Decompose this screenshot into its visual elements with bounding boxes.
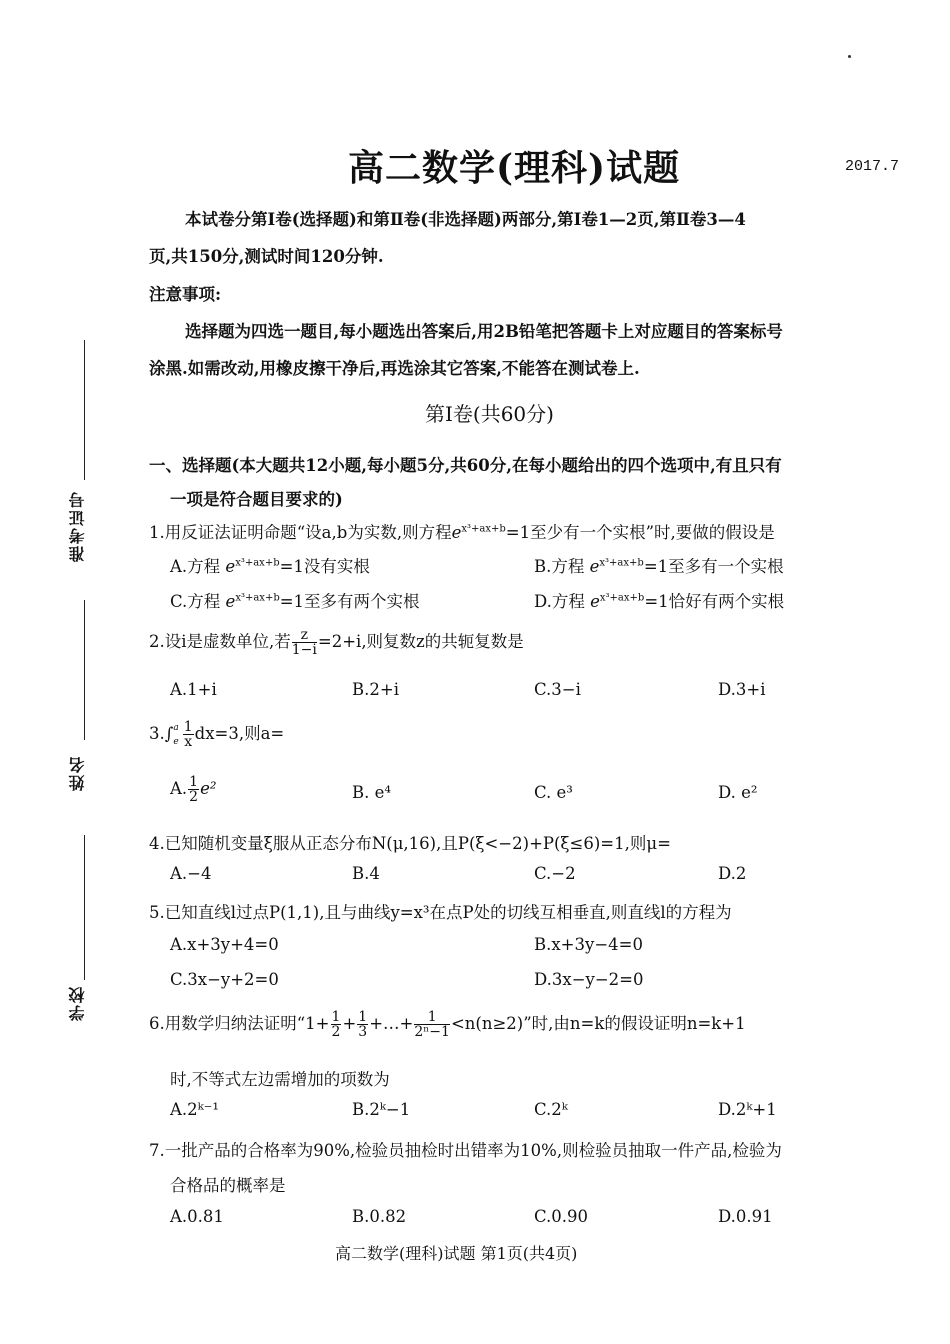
section-heading-line-2: 一项是符合题目要求的) [170,490,343,509]
question-7-line-2: 合格品的概率是 [170,1176,286,1195]
question-5-option-d: D.3x−y−2=0 [534,970,644,989]
question-5-option-b: B.x+3y−4=0 [534,935,643,954]
question-7-line-1: 7.一批产品的合格率为90%,检验员抽检时出错率为10%,则检验员抽取一件产品,检验为 [149,1141,782,1160]
exam-date: 2017.7 [845,158,900,175]
intro-line-2: 页,共150分,测试时间120分钟. [149,247,384,266]
binder-label-school: 学校 [68,985,87,1021]
question-2-stem: 2.设i是虚数单位,若 $\frac{z}{1-i}$ =2+i,则复数z的共轭复数是 [149,627,524,658]
binder-label-exam-id: 准考证号 [68,490,87,562]
question-1-option-d: D.方程 $e^{x^3+ax+b}=1$恰好有两个实根 [534,592,785,611]
question-1-option-c: C.方程 $e^{x^3+ax+b}=1$至多有两个实根 [170,592,420,611]
question-4-stem: 4.已知随机变量ξ服从正态分布N(μ,16),且P(ξ<−2)+P(ξ≤6)=1,则μ= [149,834,671,853]
question-1-option-a: A.方程 $e^{x^3+ax+b}=1$没有实根 [170,557,370,576]
question-6-option-a: A.2ᵏ⁻¹ [170,1100,220,1119]
binder-line-exam-id [84,340,85,480]
question-4-option-b: B.4 [352,864,380,883]
question-7-option-a: A.0.81 [170,1207,224,1226]
section-title: 第Ⅰ卷(共60分) [425,402,554,426]
question-4-option-d: D.2 [718,864,747,883]
question-7-option-c: C.0.90 [534,1207,589,1226]
notice-line-2: 涂黑.如需改动,用橡皮擦干净后,再选涂其它答案,不能答在测试卷上. [149,359,640,378]
notice-title: 注意事项: [149,285,222,304]
question-2-option-d: D.3+i [718,680,766,699]
question-6-option-c: C.2ᵏ [534,1100,568,1119]
question-1-stem: 1.用反证法证明命题“设a,b为实数,则方程$e^{x^3+ax+b}=1$至少有一个实根”时,要做的假设是 [149,523,775,542]
binder-line-school [84,835,85,980]
question-6-option-b: B.2ᵏ−1 [352,1100,411,1119]
question-7-option-d: D.0.91 [718,1207,773,1226]
question-6-stem: 6.用数学归纳法证明“1+ $\frac{1}{2}$ + $\frac{1}{3}$ +…+ $\frac{1}{\text{2ⁿ−1}}$ <n(n≥2)”时,由n=k的假设证明n=k+1 [149,1009,746,1040]
question-2-option-c: C.3−i [534,680,581,699]
intro-line-1: 本试卷分第Ⅰ卷(选择题)和第Ⅱ卷(非选择题)两部分,第Ⅰ卷1—2页,第Ⅱ卷3—4 [185,210,746,229]
question-5-option-c: C.3x−y+2=0 [170,970,279,989]
binder-label-name: 姓名 [68,755,87,791]
question-3-stem: 3.∫ a e $\frac{1}{x}$ dx=3,则a= [149,719,285,750]
question-5-option-a: A.x+3y+4=0 [170,935,279,954]
binder-line-name [84,600,85,740]
question-7-option-b: B.0.82 [352,1207,407,1226]
question-3-option-d: D. e² [718,783,758,802]
page-title: 高二数学(理科)试题 [348,147,681,189]
question-4-option-c: C.−2 [534,864,576,883]
question-1-option-b: B.方程 $e^{x^3+ax+b}=1$至多有一个实根 [534,557,784,576]
scan-speck [848,55,851,58]
question-2-option-b: B.2+i [352,680,399,699]
question-6-line-2: 时,不等式左边需增加的项数为 [170,1070,390,1089]
question-2-option-a: A.1+i [170,680,217,699]
question-3-option-b: B. e⁴ [352,783,391,802]
question-6-option-d: D.2ᵏ+1 [718,1100,777,1119]
question-5-stem: 5.已知直线l过点P(1,1),且与曲线y=x³在点P处的切线互相垂直,则直线l的方程为 [149,903,732,922]
section-heading-line-1: 一、选择题(本大题共12小题,每小题5分,共60分,在每小题给出的四个选项中,有且只有 [149,456,782,475]
question-3-option-a: A. $\frac{1}{2}$ e² [170,774,217,805]
page-footer: 高二数学(理科)试题 第1页(共4页) [335,1244,578,1263]
notice-line-1: 选择题为四选一题目,每小题选出答案后,用2B铅笔把答题卡上对应题目的答案标号 [185,322,783,341]
question-3-option-c: C. e³ [534,783,573,802]
question-4-option-a: A.−4 [170,864,212,883]
